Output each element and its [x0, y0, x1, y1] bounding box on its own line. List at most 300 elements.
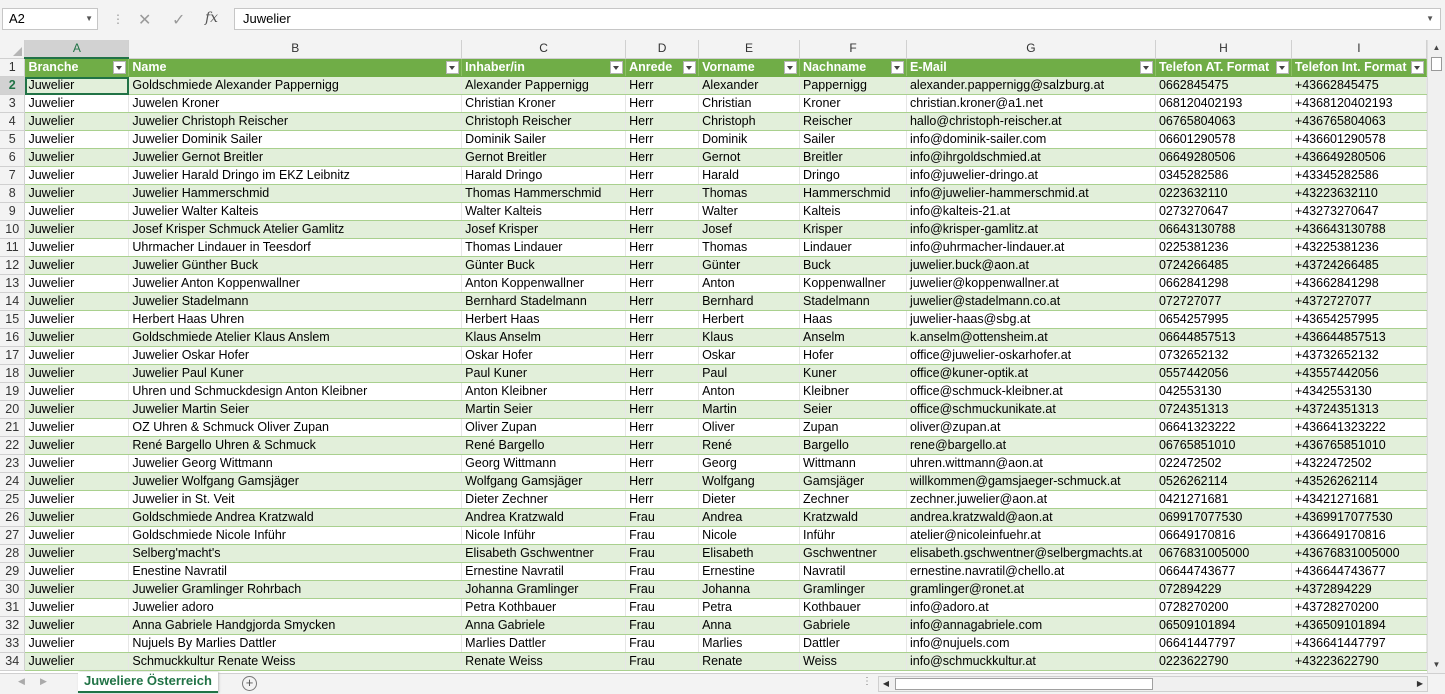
cell-a[interactable]: Juwelier: [25, 311, 129, 329]
row-header[interactable]: 1: [0, 58, 25, 77]
cell-a[interactable]: Juwelier: [25, 437, 129, 455]
cell-f[interactable]: Hammerschmid: [800, 185, 907, 203]
cell-b[interactable]: Juwelier Harald Dringo im EKZ Leibnitz: [129, 167, 462, 185]
cell-g[interactable]: alexander.pappernigg@salzburg.at: [906, 77, 1155, 95]
cell-b[interactable]: Juwelier Walter Kalteis: [129, 203, 462, 221]
cell-d[interactable]: Herr: [626, 347, 699, 365]
cell-e[interactable]: Walter: [699, 203, 800, 221]
cell-i[interactable]: +43662845475: [1291, 77, 1426, 95]
cell-i[interactable]: +43345282586: [1291, 167, 1426, 185]
cell-h[interactable]: 0223622790: [1155, 653, 1291, 671]
filter-dropdown-icon[interactable]: [446, 61, 459, 74]
cell-e[interactable]: Günter: [699, 257, 800, 275]
cell-i[interactable]: +436649280506: [1291, 149, 1426, 167]
cell-a[interactable]: Juwelier: [25, 293, 129, 311]
cell-d[interactable]: Frau: [626, 545, 699, 563]
row-header[interactable]: 13: [0, 275, 25, 293]
cell-i[interactable]: +436644857513: [1291, 329, 1426, 347]
cell-b[interactable]: Enestine Navratil: [129, 563, 462, 581]
cell-d[interactable]: Herr: [626, 131, 699, 149]
cell-g[interactable]: hallo@christoph-reischer.at: [906, 113, 1155, 131]
cell-e[interactable]: Harald: [699, 167, 800, 185]
row-header[interactable]: 26: [0, 509, 25, 527]
column-header-i[interactable]: I: [1291, 40, 1426, 58]
column-header-b[interactable]: B: [129, 40, 462, 58]
cell-e[interactable]: Marlies: [699, 635, 800, 653]
cell-b[interactable]: Anna Gabriele Handgjorda Smycken: [129, 617, 462, 635]
cell-c[interactable]: Andrea Kratzwald: [462, 509, 626, 527]
cell-g[interactable]: k.anselm@ottensheim.at: [906, 329, 1155, 347]
cell-d[interactable]: Frau: [626, 653, 699, 671]
cell-c[interactable]: Johanna Gramlinger: [462, 581, 626, 599]
cell-a[interactable]: Juwelier: [25, 167, 129, 185]
cell-a[interactable]: Juwelier: [25, 365, 129, 383]
cell-f[interactable]: Buck: [800, 257, 907, 275]
scroll-right-icon[interactable]: ▶: [1416, 679, 1424, 688]
cell-a[interactable]: Juwelier: [25, 401, 129, 419]
filter-dropdown-icon[interactable]: [1276, 61, 1289, 74]
cell-h[interactable]: 0421271681: [1155, 491, 1291, 509]
cell-h[interactable]: 0724351313: [1155, 401, 1291, 419]
cell-c[interactable]: Alexander Pappernigg: [462, 77, 626, 95]
cell-g[interactable]: office@schmuck-kleibner.at: [906, 383, 1155, 401]
cell-c[interactable]: Paul Kuner: [462, 365, 626, 383]
cell-a[interactable]: Juwelier: [25, 203, 129, 221]
column-header-e[interactable]: E: [699, 40, 800, 58]
cell-f[interactable]: Lindauer: [800, 239, 907, 257]
row-header[interactable]: 7: [0, 167, 25, 185]
cell-c[interactable]: Dieter Zechner: [462, 491, 626, 509]
cell-h[interactable]: 06643130788: [1155, 221, 1291, 239]
vertical-scroll-thumb[interactable]: [1431, 57, 1442, 71]
sheet-tab-juweliere-oesterreich[interactable]: Juweliere Österreich: [78, 672, 218, 693]
cell-e[interactable]: Thomas: [699, 239, 800, 257]
cell-h[interactable]: 0557442056: [1155, 365, 1291, 383]
cell-a[interactable]: Juwelier: [25, 185, 129, 203]
cell-g[interactable]: oliver@zupan.at: [906, 419, 1155, 437]
cell-i[interactable]: +4372727077: [1291, 293, 1426, 311]
cell-h[interactable]: 06649280506: [1155, 149, 1291, 167]
cell-a[interactable]: Juwelier: [25, 131, 129, 149]
cell-i[interactable]: +43223622790: [1291, 653, 1426, 671]
header-cell-a[interactable]: [25, 58, 129, 77]
cell-d[interactable]: Herr: [626, 365, 699, 383]
cell-e[interactable]: Oskar: [699, 347, 800, 365]
name-box-dropdown-icon[interactable]: ▼: [85, 14, 93, 23]
cell-d[interactable]: Herr: [626, 437, 699, 455]
cell-h[interactable]: 0526262114: [1155, 473, 1291, 491]
cell-f[interactable]: Haas: [800, 311, 907, 329]
cell-e[interactable]: Josef: [699, 221, 800, 239]
cell-a[interactable]: Juwelier: [25, 347, 129, 365]
filter-dropdown-icon[interactable]: [1140, 61, 1153, 74]
cell-i[interactable]: +43728270200: [1291, 599, 1426, 617]
cell-h[interactable]: 0225381236: [1155, 239, 1291, 257]
cell-b[interactable]: Goldschmiede Nicole Inführ: [129, 527, 462, 545]
cell-f[interactable]: Kroner: [800, 95, 907, 113]
row-header[interactable]: 29: [0, 563, 25, 581]
cell-c[interactable]: Günter Buck: [462, 257, 626, 275]
cell-d[interactable]: Herr: [626, 455, 699, 473]
cell-i[interactable]: +43421271681: [1291, 491, 1426, 509]
cell-a[interactable]: Juwelier: [25, 77, 129, 95]
header-cell-f[interactable]: [800, 58, 907, 77]
insert-function-icon[interactable]: fx: [205, 10, 219, 26]
row-header[interactable]: 30: [0, 581, 25, 599]
cell-b[interactable]: Juwelier Hammerschmid: [129, 185, 462, 203]
cell-f[interactable]: Pappernigg: [800, 77, 907, 95]
cell-d[interactable]: Herr: [626, 113, 699, 131]
cell-a[interactable]: Juwelier: [25, 95, 129, 113]
cell-e[interactable]: Alexander: [699, 77, 800, 95]
cell-d[interactable]: Herr: [626, 383, 699, 401]
cell-b[interactable]: Goldschmiede Andrea Kratzwald: [129, 509, 462, 527]
cell-h[interactable]: 0223632110: [1155, 185, 1291, 203]
row-header[interactable]: 20: [0, 401, 25, 419]
cell-g[interactable]: uhren.wittmann@aon.at: [906, 455, 1155, 473]
cell-b[interactable]: Uhren und Schmuckdesign Anton Kleibner: [129, 383, 462, 401]
row-header[interactable]: 11: [0, 239, 25, 257]
row-header[interactable]: 27: [0, 527, 25, 545]
row-header[interactable]: 8: [0, 185, 25, 203]
row-header[interactable]: 22: [0, 437, 25, 455]
cell-e[interactable]: Christoph: [699, 113, 800, 131]
cell-e[interactable]: Christian: [699, 95, 800, 113]
name-box[interactable]: [2, 8, 98, 30]
cell-e[interactable]: Anna: [699, 617, 800, 635]
cell-e[interactable]: Anton: [699, 383, 800, 401]
cell-e[interactable]: Paul: [699, 365, 800, 383]
cell-f[interactable]: Inführ: [800, 527, 907, 545]
row-header[interactable]: 6: [0, 149, 25, 167]
cell-h[interactable]: 0662841298: [1155, 275, 1291, 293]
expand-formula-bar-icon[interactable]: ▼: [1426, 14, 1434, 23]
cell-h[interactable]: 022472502: [1155, 455, 1291, 473]
scroll-down-icon[interactable]: ▼: [1432, 660, 1441, 669]
cell-c[interactable]: Thomas Lindauer: [462, 239, 626, 257]
tab-splitter-icon[interactable]: ⋮: [862, 676, 872, 687]
cell-f[interactable]: Krisper: [800, 221, 907, 239]
row-header[interactable]: 12: [0, 257, 25, 275]
cell-e[interactable]: Herbert: [699, 311, 800, 329]
row-header[interactable]: 19: [0, 383, 25, 401]
cancel-icon[interactable]: ✕: [138, 12, 152, 29]
cell-g[interactable]: info@adoro.at: [906, 599, 1155, 617]
cell-f[interactable]: Kleibner: [800, 383, 907, 401]
cell-h[interactable]: 072894229: [1155, 581, 1291, 599]
cell-e[interactable]: Anton: [699, 275, 800, 293]
row-header[interactable]: 14: [0, 293, 25, 311]
cell-h[interactable]: 0676831005000: [1155, 545, 1291, 563]
cell-h[interactable]: 0345282586: [1155, 167, 1291, 185]
cell-e[interactable]: Nicole: [699, 527, 800, 545]
filter-dropdown-icon[interactable]: [1411, 61, 1424, 74]
cell-d[interactable]: Herr: [626, 149, 699, 167]
cell-h[interactable]: 0273270647: [1155, 203, 1291, 221]
cell-b[interactable]: Juwelier Christoph Reischer: [129, 113, 462, 131]
cell-a[interactable]: Juwelier: [25, 419, 129, 437]
row-header[interactable]: 31: [0, 599, 25, 617]
cell-c[interactable]: Klaus Anselm: [462, 329, 626, 347]
cell-c[interactable]: Marlies Dattler: [462, 635, 626, 653]
vertical-scrollbar[interactable]: [1427, 40, 1445, 673]
prev-sheet-icon[interactable]: ◀: [18, 676, 25, 686]
cell-c[interactable]: Anna Gabriele: [462, 617, 626, 635]
cell-c[interactable]: Christian Kroner: [462, 95, 626, 113]
cell-i[interactable]: +4368120402193: [1291, 95, 1426, 113]
cell-g[interactable]: info@nujuels.com: [906, 635, 1155, 653]
cell-e[interactable]: Oliver: [699, 419, 800, 437]
cell-f[interactable]: Gramlinger: [800, 581, 907, 599]
cell-a[interactable]: Juwelier: [25, 635, 129, 653]
cell-i[interactable]: +4342553130: [1291, 383, 1426, 401]
cell-h[interactable]: 06509101894: [1155, 617, 1291, 635]
cell-e[interactable]: Elisabeth: [699, 545, 800, 563]
filter-dropdown-icon[interactable]: [891, 61, 904, 74]
cell-h[interactable]: 0724266485: [1155, 257, 1291, 275]
cell-a[interactable]: Juwelier: [25, 563, 129, 581]
cell-a[interactable]: Juwelier: [25, 491, 129, 509]
cell-a[interactable]: Juwelier: [25, 455, 129, 473]
cell-g[interactable]: willkommen@gamsjaeger-schmuck.at: [906, 473, 1155, 491]
cell-i[interactable]: +43526262114: [1291, 473, 1426, 491]
cell-f[interactable]: Hofer: [800, 347, 907, 365]
cell-d[interactable]: Herr: [626, 203, 699, 221]
row-header[interactable]: 10: [0, 221, 25, 239]
cell-b[interactable]: Juwelier Paul Kuner: [129, 365, 462, 383]
row-header[interactable]: 2: [0, 77, 25, 95]
cell-f[interactable]: Kratzwald: [800, 509, 907, 527]
cell-a[interactable]: Juwelier: [25, 527, 129, 545]
cell-i[interactable]: +43724266485: [1291, 257, 1426, 275]
cell-a[interactable]: Juwelier: [25, 221, 129, 239]
column-header-h[interactable]: H: [1155, 40, 1291, 58]
cell-d[interactable]: Herr: [626, 221, 699, 239]
cell-g[interactable]: juwelier@koppenwallner.at: [906, 275, 1155, 293]
cell-b[interactable]: Juwelier Gramlinger Rohrbach: [129, 581, 462, 599]
cell-e[interactable]: Johanna: [699, 581, 800, 599]
header-cell-d[interactable]: [626, 58, 699, 77]
cell-a[interactable]: Juwelier: [25, 509, 129, 527]
cell-e[interactable]: Dominik: [699, 131, 800, 149]
cell-a[interactable]: Juwelier: [25, 473, 129, 491]
cell-f[interactable]: Anselm: [800, 329, 907, 347]
cell-f[interactable]: Reischer: [800, 113, 907, 131]
filter-dropdown-icon[interactable]: [610, 61, 623, 74]
cell-g[interactable]: juwelier-haas@sbg.at: [906, 311, 1155, 329]
cell-a[interactable]: Juwelier: [25, 257, 129, 275]
cell-i[interactable]: +436644743677: [1291, 563, 1426, 581]
cell-g[interactable]: info@ihrgoldschmied.at: [906, 149, 1155, 167]
cell-h[interactable]: 0732652132: [1155, 347, 1291, 365]
cell-g[interactable]: office@juwelier-oskarhofer.at: [906, 347, 1155, 365]
column-header-d[interactable]: D: [626, 40, 699, 58]
row-header[interactable]: 18: [0, 365, 25, 383]
cell-e[interactable]: René: [699, 437, 800, 455]
cell-d[interactable]: Herr: [626, 257, 699, 275]
cell-f[interactable]: Wittmann: [800, 455, 907, 473]
cell-i[interactable]: +4372894229: [1291, 581, 1426, 599]
cell-b[interactable]: Josef Krisper Schmuck Atelier Gamlitz: [129, 221, 462, 239]
cell-c[interactable]: Anton Kleibner: [462, 383, 626, 401]
cell-d[interactable]: Herr: [626, 77, 699, 95]
cell-i[interactable]: +436765851010: [1291, 437, 1426, 455]
cell-c[interactable]: Petra Kothbauer: [462, 599, 626, 617]
header-cell-g[interactable]: [906, 58, 1155, 77]
cell-i[interactable]: +4322472502: [1291, 455, 1426, 473]
cell-b[interactable]: Uhrmacher Lindauer in Teesdorf: [129, 239, 462, 257]
cell-g[interactable]: atelier@nicoleinfuehr.at: [906, 527, 1155, 545]
row-header[interactable]: 17: [0, 347, 25, 365]
cell-g[interactable]: info@kalteis-21.at: [906, 203, 1155, 221]
cell-i[interactable]: +43654257995: [1291, 311, 1426, 329]
cell-d[interactable]: Frau: [626, 581, 699, 599]
cell-f[interactable]: Dattler: [800, 635, 907, 653]
cell-e[interactable]: Thomas: [699, 185, 800, 203]
cell-f[interactable]: Kalteis: [800, 203, 907, 221]
cell-e[interactable]: Klaus: [699, 329, 800, 347]
cell-i[interactable]: +436509101894: [1291, 617, 1426, 635]
cell-e[interactable]: Andrea: [699, 509, 800, 527]
cell-a[interactable]: Juwelier: [25, 581, 129, 599]
filter-dropdown-icon[interactable]: [113, 61, 126, 74]
horizontal-scrollbar[interactable]: [878, 676, 1428, 692]
cell-c[interactable]: Harald Dringo: [462, 167, 626, 185]
header-cell-e[interactable]: [699, 58, 800, 77]
cell-e[interactable]: Gernot: [699, 149, 800, 167]
cell-d[interactable]: Frau: [626, 599, 699, 617]
cell-d[interactable]: Herr: [626, 95, 699, 113]
cell-b[interactable]: Juwelier Dominik Sailer: [129, 131, 462, 149]
cell-e[interactable]: Martin: [699, 401, 800, 419]
cell-g[interactable]: office@kuner-optik.at: [906, 365, 1155, 383]
cell-g[interactable]: info@uhrmacher-lindauer.at: [906, 239, 1155, 257]
cell-c[interactable]: Martin Seier: [462, 401, 626, 419]
cell-g[interactable]: info@juwelier-dringo.at: [906, 167, 1155, 185]
cell-f[interactable]: Breitler: [800, 149, 907, 167]
header-cell-i[interactable]: [1291, 58, 1426, 77]
cell-d[interactable]: Herr: [626, 167, 699, 185]
cell-h[interactable]: 042553130: [1155, 383, 1291, 401]
cell-f[interactable]: Gabriele: [800, 617, 907, 635]
cell-a[interactable]: Juwelier: [25, 653, 129, 671]
cell-c[interactable]: Bernhard Stadelmann: [462, 293, 626, 311]
scroll-left-icon[interactable]: ◀: [882, 679, 890, 688]
cell-g[interactable]: juwelier@stadelmann.co.at: [906, 293, 1155, 311]
cell-d[interactable]: Herr: [626, 329, 699, 347]
cell-d[interactable]: Frau: [626, 635, 699, 653]
cell-i[interactable]: +436649170816: [1291, 527, 1426, 545]
cell-b[interactable]: Herbert Haas Uhren: [129, 311, 462, 329]
cell-f[interactable]: Gamsjäger: [800, 473, 907, 491]
cell-g[interactable]: elisabeth.gschwentner@selbergmachts.at: [906, 545, 1155, 563]
cell-b[interactable]: Juwelier Anton Koppenwallner: [129, 275, 462, 293]
cell-c[interactable]: Nicole Inführ: [462, 527, 626, 545]
cell-a[interactable]: Juwelier: [25, 329, 129, 347]
cell-d[interactable]: Herr: [626, 419, 699, 437]
cell-b[interactable]: Juwelier Martin Seier: [129, 401, 462, 419]
scroll-up-icon[interactable]: ▲: [1432, 43, 1441, 52]
add-sheet-button[interactable]: +: [242, 676, 257, 691]
cell-g[interactable]: info@schmuckkultur.at: [906, 653, 1155, 671]
cell-d[interactable]: Herr: [626, 185, 699, 203]
header-cell-b[interactable]: [129, 58, 462, 77]
horizontal-scroll-thumb[interactable]: [895, 678, 1153, 690]
cell-a[interactable]: Juwelier: [25, 545, 129, 563]
cell-b[interactable]: Juwelier in St. Veit: [129, 491, 462, 509]
cell-c[interactable]: Wolfgang Gamsjäger: [462, 473, 626, 491]
row-header[interactable]: 28: [0, 545, 25, 563]
cell-b[interactable]: Juwelier Oskar Hofer: [129, 347, 462, 365]
cell-i[interactable]: +436641447797: [1291, 635, 1426, 653]
cell-b[interactable]: Juwelier Georg Wittmann: [129, 455, 462, 473]
cell-i[interactable]: +43662841298: [1291, 275, 1426, 293]
cell-e[interactable]: Ernestine: [699, 563, 800, 581]
cell-h[interactable]: 06765851010: [1155, 437, 1291, 455]
cell-f[interactable]: Koppenwallner: [800, 275, 907, 293]
cell-c[interactable]: René Bargello: [462, 437, 626, 455]
cell-a[interactable]: Juwelier: [25, 239, 129, 257]
column-header-f[interactable]: F: [800, 40, 907, 58]
cell-c[interactable]: Walter Kalteis: [462, 203, 626, 221]
cell-f[interactable]: Kothbauer: [800, 599, 907, 617]
cell-h[interactable]: 06641447797: [1155, 635, 1291, 653]
cell-i[interactable]: +436765804063: [1291, 113, 1426, 131]
cell-h[interactable]: 06649170816: [1155, 527, 1291, 545]
cell-g[interactable]: gramlinger@ronet.at: [906, 581, 1155, 599]
cell-d[interactable]: Herr: [626, 275, 699, 293]
row-header[interactable]: 16: [0, 329, 25, 347]
cell-h[interactable]: 06641323222: [1155, 419, 1291, 437]
cell-c[interactable]: Dominik Sailer: [462, 131, 626, 149]
cell-h[interactable]: 0728270200: [1155, 599, 1291, 617]
cell-c[interactable]: Anton Koppenwallner: [462, 275, 626, 293]
cell-a[interactable]: Juwelier: [25, 149, 129, 167]
cell-i[interactable]: +43273270647: [1291, 203, 1426, 221]
cell-b[interactable]: Schmuckkultur Renate Weiss: [129, 653, 462, 671]
enter-icon[interactable]: ✓: [172, 12, 186, 29]
cell-e[interactable]: Petra: [699, 599, 800, 617]
cell-c[interactable]: Georg Wittmann: [462, 455, 626, 473]
cell-c[interactable]: Oliver Zupan: [462, 419, 626, 437]
cell-g[interactable]: info@krisper-gamlitz.at: [906, 221, 1155, 239]
cell-h[interactable]: 0654257995: [1155, 311, 1291, 329]
cell-d[interactable]: Herr: [626, 473, 699, 491]
cell-b[interactable]: Nujuels By Marlies Dattler: [129, 635, 462, 653]
cell-c[interactable]: Thomas Hammerschmid: [462, 185, 626, 203]
cell-i[interactable]: +43732652132: [1291, 347, 1426, 365]
cell-b[interactable]: Juwelier Wolfgang Gamsjäger: [129, 473, 462, 491]
cell-h[interactable]: 06644857513: [1155, 329, 1291, 347]
formula-input[interactable]: [234, 8, 1441, 30]
cell-h[interactable]: 06765804063: [1155, 113, 1291, 131]
cell-d[interactable]: Herr: [626, 401, 699, 419]
cell-e[interactable]: Georg: [699, 455, 800, 473]
row-header[interactable]: 3: [0, 95, 25, 113]
select-all-button[interactable]: [0, 40, 25, 58]
cell-d[interactable]: Frau: [626, 617, 699, 635]
cell-c[interactable]: Oskar Hofer: [462, 347, 626, 365]
cell-h[interactable]: 069917077530: [1155, 509, 1291, 527]
cell-i[interactable]: +43225381236: [1291, 239, 1426, 257]
cell-f[interactable]: Bargello: [800, 437, 907, 455]
filter-dropdown-icon[interactable]: [683, 61, 696, 74]
cell-g[interactable]: christian.kroner@a1.net: [906, 95, 1155, 113]
cell-b[interactable]: Goldschmiede Atelier Klaus Anslem: [129, 329, 462, 347]
cell-h[interactable]: 06601290578: [1155, 131, 1291, 149]
cell-c[interactable]: Josef Krisper: [462, 221, 626, 239]
cell-g[interactable]: rene@bargello.at: [906, 437, 1155, 455]
